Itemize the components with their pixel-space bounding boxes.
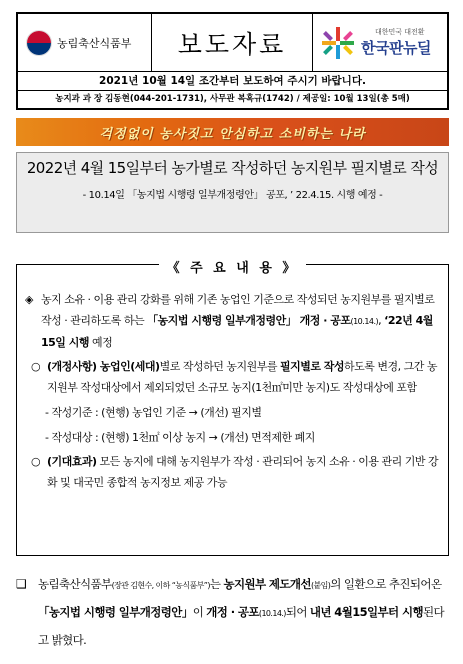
ministry-logo [18,14,152,71]
contact-info: 농지과 과 장 김동현(044-201-1731), 사무관 복혹규(1742) / 제공일: 10월 13일(총 5매) [55,94,410,104]
key-point-text: 농지 소유 · 이용 관리 강화를 위해 기존 농업인 기준으로 작성되던 농지원부를 필지별로 작성 · 관리하도록 하는 [41,293,435,327]
press-release-title: 보도자료 [152,14,313,71]
taegeuk-icon [26,30,52,56]
key-point-text: , [378,314,385,327]
body-note: (10.14.) [258,609,286,618]
body-emphasis: 내년 4월15일부터 시행 [309,605,423,619]
body-note: (장관 김현수, 이하 “농식품부”) [111,581,210,590]
revision-text: 별로 작성하던 농지원부를 [159,360,280,373]
body-paragraph [16,571,449,653]
body-text: 된다고 밝혔다. [38,605,445,647]
key-points-heading: 《 주 요 내 용 》 [159,261,307,276]
body-emphasis: 「농지법 시행령 일부개정령안」 [38,605,193,619]
key-point-date-note: (10.14.) [350,317,379,326]
body-text: 의 일환으로 추진되어온 [330,577,442,591]
header-top-row [18,14,447,72]
effect-label: (기대효과) [47,455,97,468]
body-text: 되어 [285,605,310,619]
target-line: - 작성대상 : (현행) 1천㎡ 이상 농지 → (개선) 면적제한 폐지 [45,431,315,444]
diamond-bullet-icon: ◈ [25,293,33,306]
body-text: 는 [209,577,224,591]
subheadline: - 10.14일 「농지법 시행령 일부개정령안」 공포, ’ 22.4.15. 시행 예정 - [82,190,383,201]
criteria-line: - 작성기준 : (현행) 농업인 기준 → (개선) 필지별 [45,406,262,419]
circle-bullet-icon: ○ [31,455,41,468]
key-point-effect [25,451,440,493]
ministry-name: 농림축산식품부 [57,36,132,50]
body-text: 농림축산식품부 [38,577,112,591]
embargo-notice: 2021년 10월 14일 조간부터 보도하여 주시기 바랍니다. [18,72,447,91]
key-point-effective-date: ‘22년 4월 15일 시행 [41,314,433,349]
effect-text: 모든 농지에 대해 농지원부가 작성 · 관리되어 농지 소유 · 이용 관리 기반 강화 및 대국민 종합적 농지정보 제공 가능 [47,455,439,489]
revision-emphasis: 필지별로 작성 [279,360,345,373]
circle-bullet-icon: ○ [31,360,41,373]
key-point-text: 예정 [89,336,113,349]
body-emphasis: 농지원부 제도개선 [223,577,311,591]
banner-slogan: 걱정없이 농사짓고 안심하고 소비하는 나라 [99,126,366,142]
new-deal-name: 한국판뉴딜 [361,39,431,57]
key-point-law-name: 「농지법 시행령 일부개정령안」 개정 · 공포 [147,314,351,327]
headline-box [16,152,449,233]
revision-text: 하도록 변경, 그간 농지원부 작성대상에서 제외되었던 소규모 농지(1천㎡미만 농지)도 작성대상에 포함 [47,360,438,394]
new-deal-tagline: 대한민국 대전환 [375,28,425,36]
korean-new-deal-logo [313,14,447,71]
body-note: (붙임) [310,581,331,590]
body-text: 이 [192,605,207,619]
press-header [16,12,449,110]
key-point-revision [25,356,440,398]
revision-label: (개정사항) 농업인(세대) [47,360,160,373]
new-deal-mark-icon [319,24,357,62]
checkbox-bullet-icon: ❑ [16,577,27,591]
headline: 2022년 4월 15일부터 농가별로 작성하던 농지원부 필지별로 작성 [26,159,439,177]
key-point-main [25,289,440,353]
body-emphasis: 개정 · 공포 [206,605,259,619]
slogan-banner [16,118,449,146]
key-points-box [16,261,449,556]
